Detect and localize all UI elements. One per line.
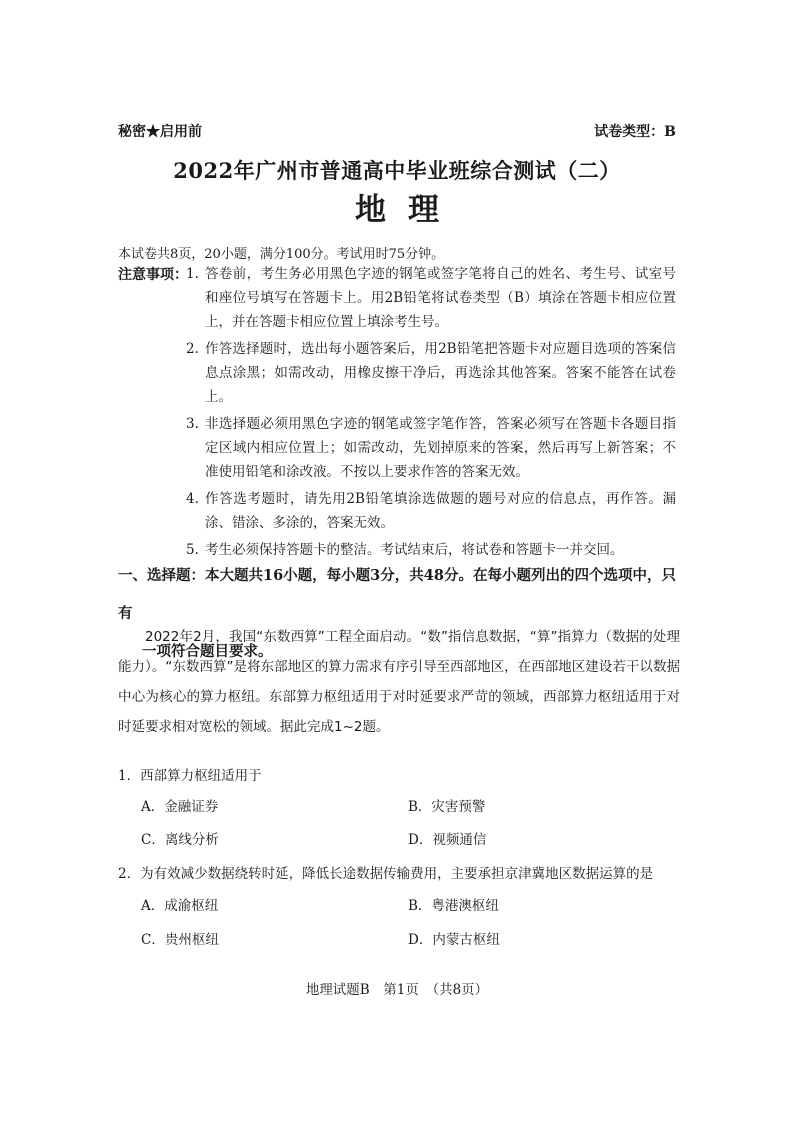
notice-item	[186, 262, 676, 334]
section-heading-line1: 一、选择题：本大题共16小题，每小题3分，共48分。在每小题列出的四个选项中，只有	[118, 567, 676, 622]
notice-number: 1.	[186, 266, 199, 282]
notice-text: 作答选择题时，选出每小题答案后，用2B铅笔把答题卡对应题目选项的答案信息点涂黑；如需改动，用橡皮擦干净后，再选涂其他答案。答案不能答在试卷上。	[205, 341, 676, 405]
notice-text: 作答选考题时，请先用2B铅笔填涂选做题的题号对应的信息点，再作答。漏涂、错涂、多涂的，答案无效。	[205, 491, 676, 531]
confidential-label: 秘密★启用前	[118, 124, 202, 140]
option-c: C．离线分析	[141, 832, 219, 848]
notice-number: 5.	[186, 542, 199, 558]
question-stem: 1．西部算力枢纽适用于	[118, 768, 262, 784]
page-footer: 地理试题B 第1页 （共8页）	[305, 982, 489, 998]
option-a: A．金融证券	[141, 799, 219, 815]
notice-item	[186, 337, 676, 409]
paper-type-label: 试卷类型：B	[594, 124, 676, 140]
subject-title: 地理	[355, 192, 461, 228]
reading-passage: 2022年2月，我国“东数西算”工程全面启动。“数”指信息数据，“算”指算力（数据的处理能力）。“东数西算”是将东部地区的算力需求有序引导至西部地区，在西部地区建设若干以数据中心为核心的算力枢纽。东部算力枢纽适用于对时延要求严苛的领域，西部算力枢纽适用于对时延要求相对宽松的领域。据此完成1~2题。	[118, 629, 680, 735]
exam-intro: 本试卷共8页，20小题，满分100分。考试用时75分钟。	[118, 247, 445, 262]
option-c: C．贵州枢纽	[141, 932, 219, 948]
notice-item	[186, 487, 676, 535]
notice-item	[186, 412, 676, 484]
notice-number: 4.	[186, 491, 199, 507]
notice-list	[186, 262, 676, 565]
notice-text: 非选择题必须用黑色字迹的钢笔或签字笔作答，答案必须写在答题卡各题目指定区域内相应位置上；如需改动，先划掉原来的答案，然后再写上新答案；不准使用铅笔和涂改液。不按以上要求作答的答案无效。	[205, 416, 676, 480]
option-b: B．灾害预警	[408, 799, 486, 815]
option-d: D．视频通信	[408, 832, 487, 848]
notice-number: 3.	[186, 416, 199, 432]
exam-title: 2022年广州市普通高中毕业班综合测试（二）	[173, 158, 621, 183]
option-d: D．内蒙古枢纽	[408, 932, 500, 948]
notice-text: 答卷前，考生务必用黑色字迹的钢笔或签字笔将自己的姓名、考生号、试室号和座位号填写在答题卡上。用2B铅笔将试卷类型（B）填涂在答题卡相应位置上，并在答题卡相应位置上填涂考生号。	[205, 266, 676, 330]
notice-text: 考生必须保持答题卡的整洁。考试结束后，将试卷和答题卡一并交回。	[205, 542, 624, 558]
notice-label: 注意事项：	[118, 267, 188, 283]
section-heading-line2: 一项符合题目要求。	[142, 643, 273, 660]
notice-number: 2.	[186, 341, 199, 357]
question-stem: 2．为有效减少数据绕转时延，降低长途数据传输费用，主要承担京津冀地区数据运算的是	[118, 866, 654, 882]
option-a: A．成渝枢纽	[141, 898, 219, 914]
option-b: B．粤港澳枢纽	[408, 898, 499, 914]
